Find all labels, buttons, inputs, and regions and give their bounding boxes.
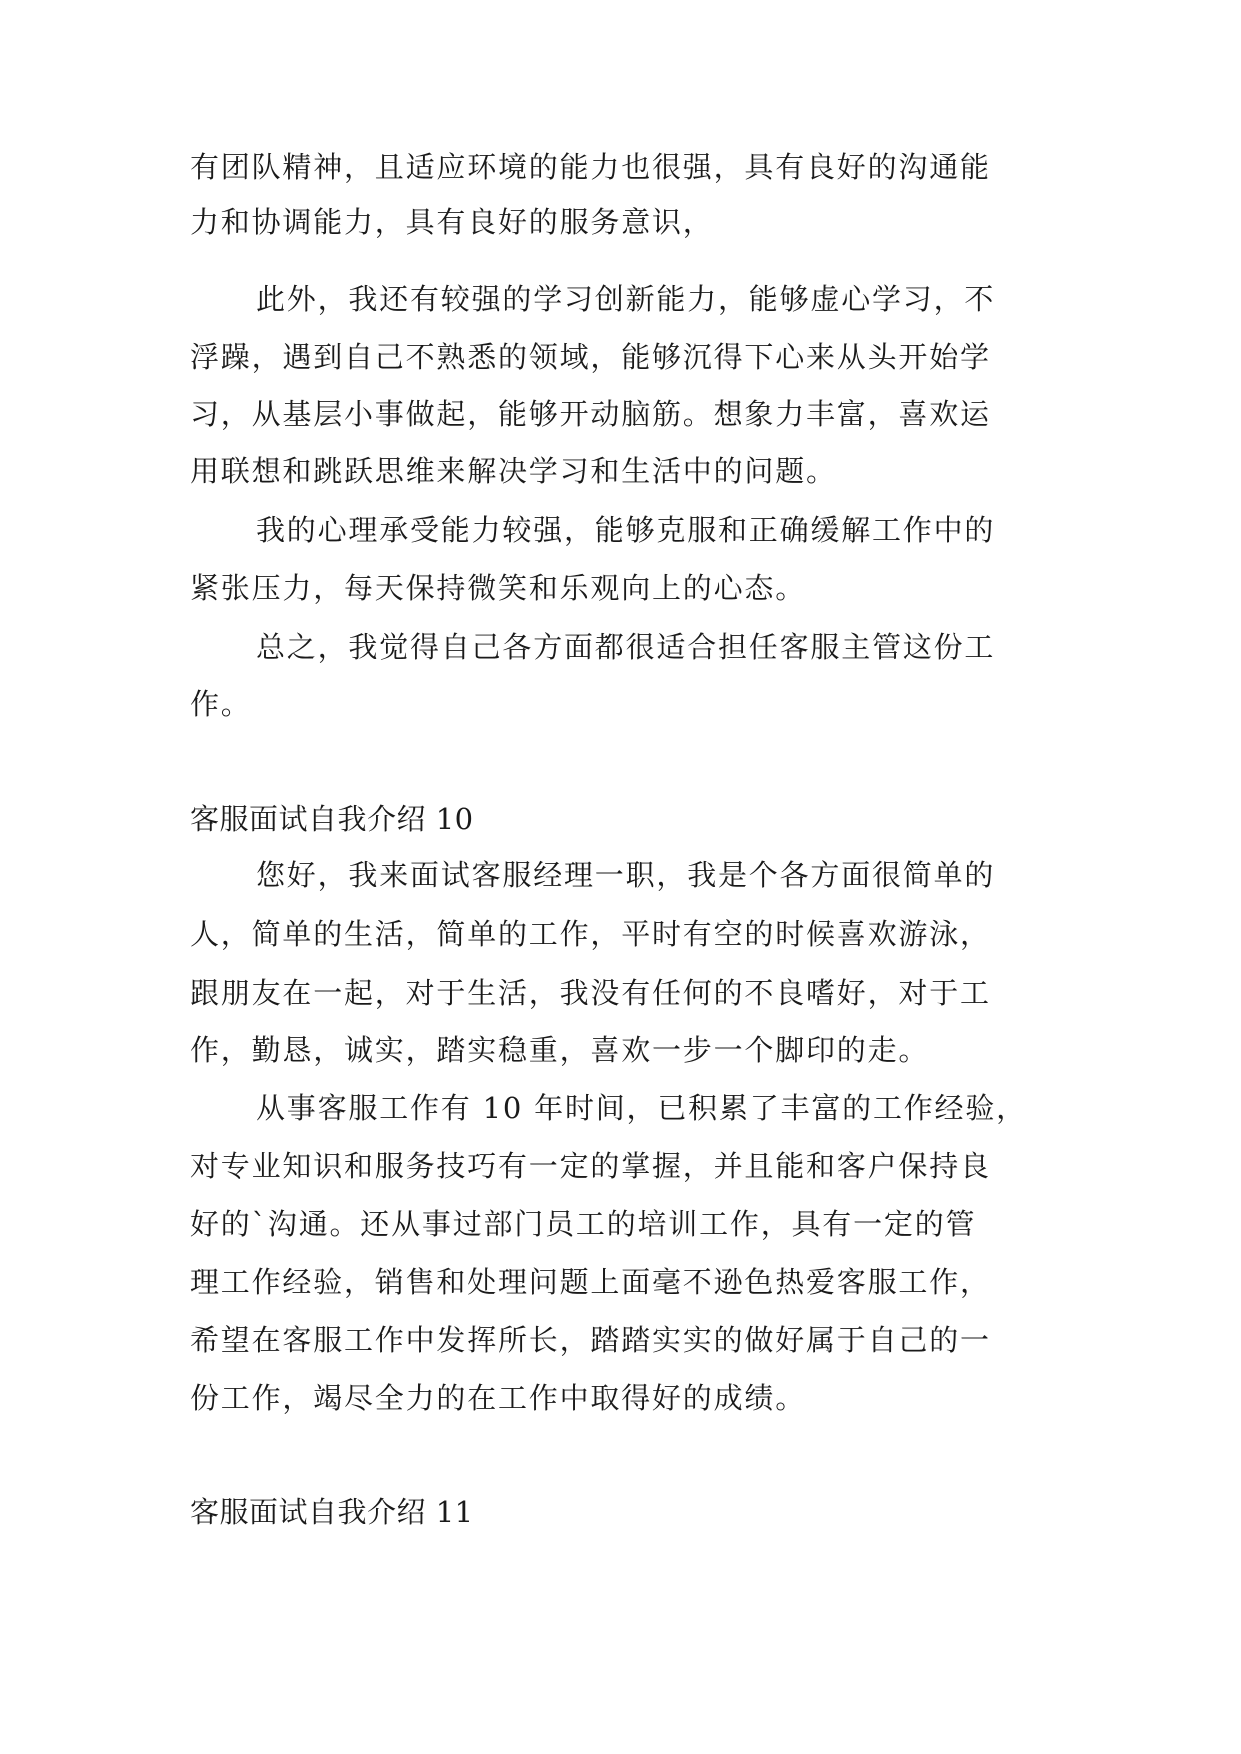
text-line: 总之，我觉得自己各方面都很适合担任客服主管这份工: [256, 630, 996, 664]
text-line: 您好，我来面试客服经理一职，我是个各方面很简单的: [256, 858, 996, 892]
text-line: 好的`沟通。还从事过部门员工的培训工作，具有一定的管: [190, 1207, 977, 1241]
text-line: 用联想和跳跃思维来解决学习和生活中的问题。: [190, 454, 837, 488]
text-line: 理工作经验，销售和处理问题上面毫不逊色热爱客服工作，: [190, 1265, 991, 1299]
text-line: 此外，我还有较强的学习创新能力，能够虚心学习，不: [256, 282, 996, 316]
text-line: 有团队精神，且适应环境的能力也很强，具有良好的沟通能: [190, 150, 991, 184]
document-page: [190, 0, 1050, 1754]
text-line: 浮躁，遇到自己不熟悉的领域，能够沉得下心来从头开始学: [190, 340, 991, 374]
text-line: 份工作，竭尽全力的在工作中取得好的成绩。: [190, 1381, 807, 1415]
text-line: 紧张压力，每天保持微笑和乐观向上的心态。: [190, 571, 807, 605]
text-line: 力和协调能力，具有良好的服务意识，: [190, 205, 714, 239]
text-line: 希望在客服工作中发挥所长，踏踏实实的做好属于自己的一: [190, 1323, 991, 1357]
section-heading: 客服面试自我介绍 10: [190, 802, 474, 836]
section-heading: 客服面试自我介绍 11: [190, 1495, 474, 1529]
text-line: 作。: [190, 687, 252, 721]
text-line: 我的心理承受能力较强，能够克服和正确缓解工作中的: [256, 513, 996, 547]
text-line: 跟朋友在一起，对于生活，我没有任何的不良嗜好，对于工: [190, 976, 991, 1010]
text-line: 习，从基层小事做起，能够开动脑筋。想象力丰富，喜欢运: [190, 397, 991, 431]
text-line: 作，勤恳，诚实，踏实稳重，喜欢一步一个脚印的走。: [190, 1033, 930, 1067]
text-line: 从事客服工作有 10 年时间，已积累了丰富的工作经验，: [256, 1091, 1027, 1125]
text-line: 人，简单的生活，简单的工作，平时有空的时候喜欢游泳，: [190, 917, 991, 951]
text-line: 对专业知识和服务技巧有一定的掌握，并且能和客户保持良: [190, 1149, 991, 1183]
